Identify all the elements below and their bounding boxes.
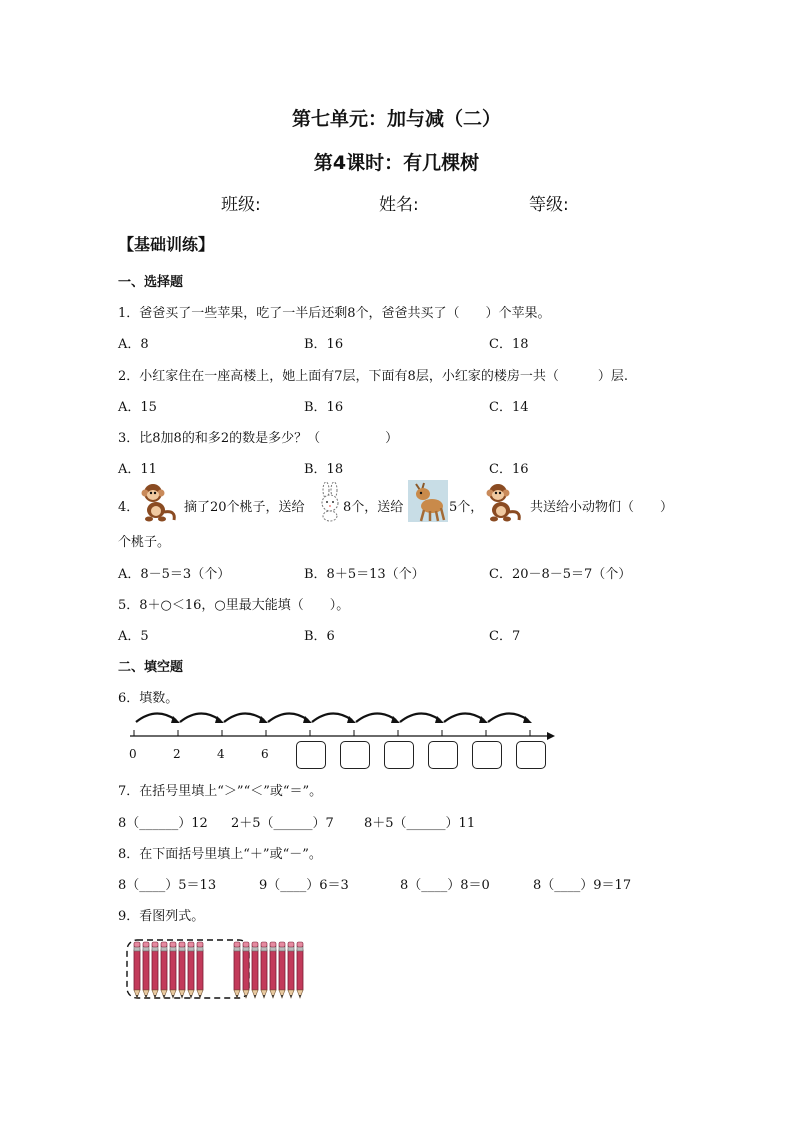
q3-option-c[interactable]: C．16 — [489, 462, 529, 477]
question-5: 5．8＋○＜16，○里最大能填（ ）。 — [118, 598, 350, 613]
q2-option-c[interactable]: C．14 — [489, 400, 529, 415]
page-title: 第七单元：加与减（二） — [291, 108, 501, 130]
monkey-icon-2 — [485, 482, 527, 522]
name-label: 姓名: — [379, 195, 419, 215]
answer-box-5[interactable] — [472, 741, 502, 769]
q5-option-a[interactable]: A．5 — [118, 629, 149, 644]
q4-option-c[interactable]: C．20－8－5＝7（个） — [489, 567, 632, 582]
deer-icon — [408, 480, 448, 522]
answer-box-1[interactable] — [296, 741, 326, 769]
tick-label-0: 0 — [129, 747, 137, 761]
question-1: 1．爸爸买了一些苹果，吃了一半后还剩8个，爸爸共买了（ ）个苹果。 — [118, 306, 551, 321]
question-3: 3．比8加8的和多2的数是多少？（ ） — [118, 431, 399, 446]
q8-blank-2[interactable]: 9（____）6＝3 — [259, 878, 349, 893]
section-heading: 【基础训练】 — [118, 235, 215, 254]
q3-option-a[interactable]: A．11 — [118, 462, 157, 477]
q8-blank-1[interactable]: 8（____）5＝13 — [118, 878, 217, 893]
class-label: 班级: — [221, 195, 261, 215]
q8-blank-4[interactable]: 8（____）9＝17 — [533, 878, 632, 893]
question-7: 7．在括号里填上“＞”“＜”或“＝”。 — [118, 784, 323, 799]
monkey-icon — [140, 482, 182, 522]
page-subtitle: 第4课时：有几棵树 — [313, 152, 480, 174]
q7-blank-1[interactable]: 8（______）12 — [118, 816, 208, 831]
question-9: 9．看图列式。 — [118, 909, 205, 924]
question-8: 8．在下面括号里填上“＋”或“－”。 — [118, 847, 322, 862]
q4-number: 4． — [118, 500, 140, 515]
part2-heading: 二、填空题 — [118, 660, 184, 675]
q1-option-c[interactable]: C．18 — [489, 337, 529, 352]
question-2: 2．小红家住在一座高楼上，她上面有7层，下面有8层，小红家的楼房一共（ ）层. — [118, 369, 628, 384]
q4-text-5: 个桃子。 — [118, 535, 171, 550]
answer-box-6[interactable] — [516, 741, 546, 769]
q2-option-a[interactable]: A．15 — [118, 400, 157, 415]
pencils-picture — [124, 936, 308, 1002]
answer-box-2[interactable] — [340, 741, 370, 769]
q4-option-b[interactable]: B．8＋5＝13（个） — [304, 567, 425, 582]
q5-option-c[interactable]: C．7 — [489, 629, 521, 644]
q1-option-a[interactable]: A．8 — [118, 337, 149, 352]
rabbit-icon — [316, 482, 344, 522]
q4-text-1: 摘了20个桃子，送给 — [184, 500, 305, 515]
q3-option-b[interactable]: B．18 — [304, 462, 344, 477]
tick-label-2: 2 — [173, 747, 181, 761]
q8-blank-3[interactable]: 8（____）8＝0 — [400, 878, 490, 893]
tick-label-4: 4 — [217, 747, 225, 761]
q4-text-3: 5个， — [449, 500, 484, 515]
part1-heading: 一、选择题 — [118, 275, 184, 290]
q1-option-b[interactable]: B．16 — [304, 337, 344, 352]
answer-box-3[interactable] — [384, 741, 414, 769]
answer-box-4[interactable] — [428, 741, 458, 769]
q4-text-4: 共送给小动物们（ ） — [530, 500, 674, 515]
q7-blank-2[interactable]: 2＋5（______）7 — [231, 816, 334, 831]
question-6: 6．填数。 — [118, 691, 179, 706]
q7-blank-3[interactable]: 8＋5（______）11 — [364, 816, 476, 831]
q4-option-a[interactable]: A．8－5＝3（个） — [118, 567, 231, 582]
q4-text-2: 8个，送给 — [343, 500, 404, 515]
tick-label-6: 6 — [261, 747, 269, 761]
grade-label: 等级: — [529, 195, 569, 215]
q2-option-b[interactable]: B．16 — [304, 400, 344, 415]
q5-option-b[interactable]: B．6 — [304, 629, 335, 644]
